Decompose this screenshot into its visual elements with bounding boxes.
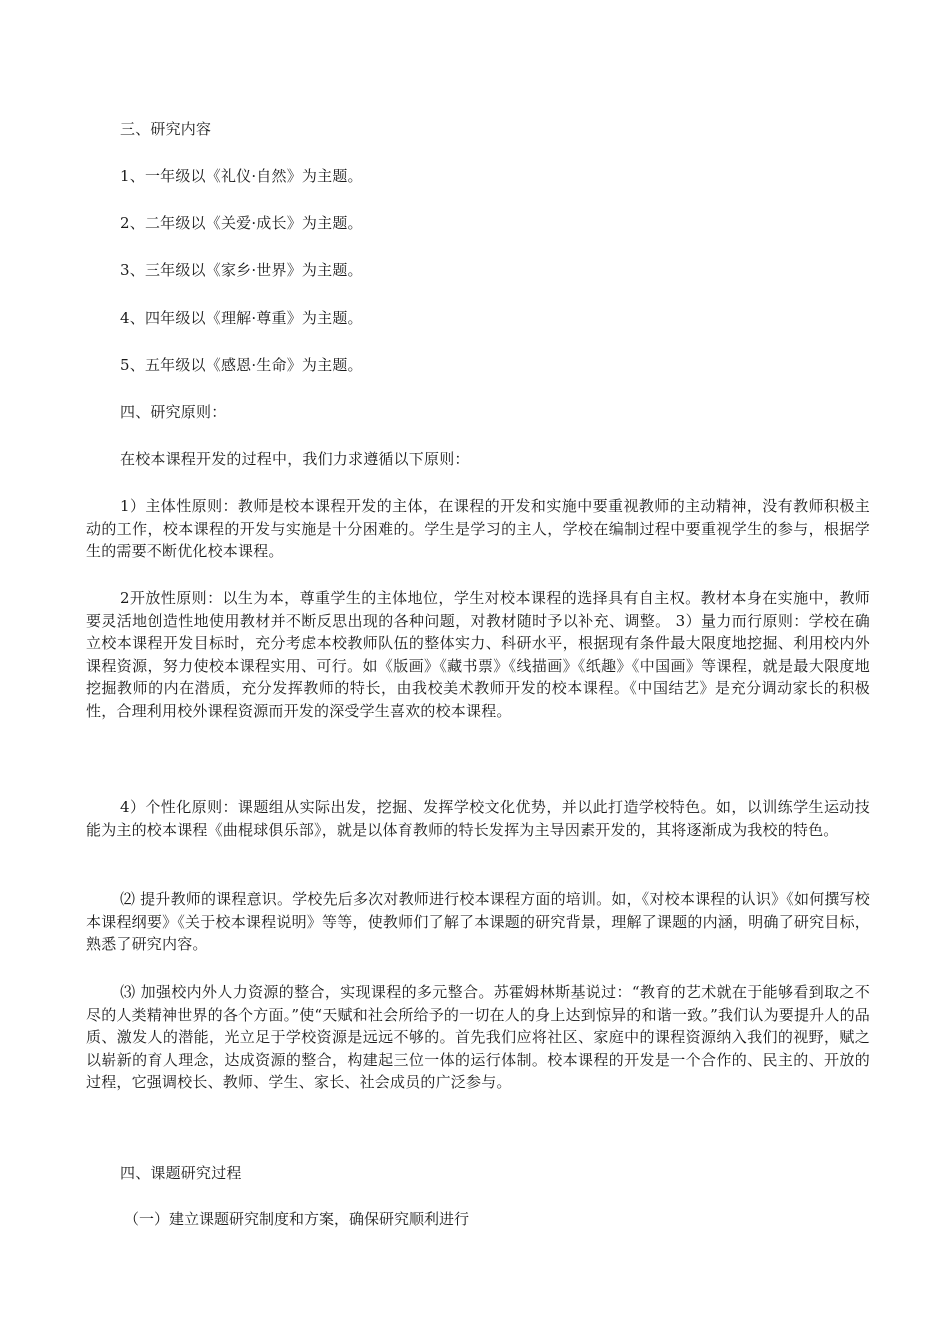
content-item-grade-1: 1、一年级以《礼仪·自然》为主题。 — [120, 167, 363, 185]
content-item-grade-2: 2、二年级以《关爱·成长》为主题。 — [120, 214, 363, 232]
paragraph-resource-integration — [86, 981, 870, 1094]
section-heading-research-content: 三、研究内容 — [120, 120, 212, 138]
content-item-grade-5: 5、五年级以《感恩·生命》为主题。 — [120, 356, 363, 374]
principle-text: 1）主体性原则：教师是校本课程开发的主体，在课程的开发和实施中要重视教师的主动精神，没有教师积极主动的工作，校本课程的开发与实施是十分困难的。学生是学习的主人，学校在编制过程中要重视学生的参与，根据学生的需要不断优化校本课程。 — [86, 497, 870, 560]
principle-paragraph-openness — [86, 587, 870, 722]
principle-text: 4）个性化原则：课题组从实际出发，挖掘、发挥学校文化优势，并以此打造学校特色。如，以训练学生运动技能为主的校本课程《曲棍球俱乐部》，就是以体育教师的特长发挥为主导因素开发的，其将逐渐成为我校的特色。 — [86, 798, 870, 839]
principle-text: ⑶ 加强校内外人力资源的整合，实现课程的多元整合。苏霍姆林斯基说过：“教育的艺术就在于能够看到取之不尽的人类精神世界的各个方面。”使“天赋和社会所给予的一切在人的身上达到惊异的和谐一致。”我们认为要提升人的品质、激发人的潜能，光立足于学校资源是远远不够的。首先我们应将社区、家庭中的课程资源纳入我们的视野，赋之以崭新的育人理念，达成资源的整合，构建起三位一体的运行体制。校本课程的开发是一个合作的、民主的、开放的过程，它强调校长、教师、学生、家长、社会成员的广泛参与。 — [86, 983, 870, 1091]
paragraph-teacher-awareness — [86, 888, 870, 956]
principle-text: ⑵ 提升教师的课程意识。学校先后多次对教师进行校本课程方面的培训。如，《对校本课程的认识》《如何撰写校本课程纲要》《关于校本课程说明》等等，使教师们了解了本课题的研究背景，理解了课题的内涵，明确了研究目标，熟悉了研究内容。 — [86, 890, 870, 953]
principle-paragraph-subjectivity — [86, 495, 870, 563]
principle-text: 2开放性原则：以生为本，尊重学生的主体地位，学生对校本课程的选择具有自主权。教材本身在实施中，教师要灵活地创造性地使用教材并不断反思出现的各种问题，对教材随时予以补充、调整。 3）量力而行原则：学校在确立校本课程开发目标时，充分考虑本校教师队伍的整体实力、科研水平，根据现有条件最大限度地挖掘、利用校内外课程资源，努力使校本课程实用、可行。如《版画》《藏书票》《线描画》《纸趣》《中国画》等课程，就是最大限度地挖掘教师的内在潜质，充分发挥教师的特长，由我校美术教师开发的校本课程。《中国结艺》是充分调动家长的积极性，合理利用校外课程资源而开发的深受学生喜欢的校本课程。 — [86, 589, 870, 720]
sub-heading-research-system: （一）建立课题研究制度和方案，确保研究顺利进行 — [124, 1210, 470, 1228]
section-heading-research-process: 四、课题研究过程 — [120, 1164, 242, 1182]
section-heading-principles: 四、研究原则： — [120, 403, 227, 421]
principles-intro: 在校本课程开发的过程中，我们力求遵循以下原则： — [120, 450, 470, 468]
content-item-grade-3: 3、三年级以《家乡·世界》为主题。 — [120, 261, 363, 279]
principle-paragraph-individuality — [86, 796, 870, 841]
content-item-grade-4: 4、四年级以《理解·尊重》为主题。 — [120, 309, 363, 327]
